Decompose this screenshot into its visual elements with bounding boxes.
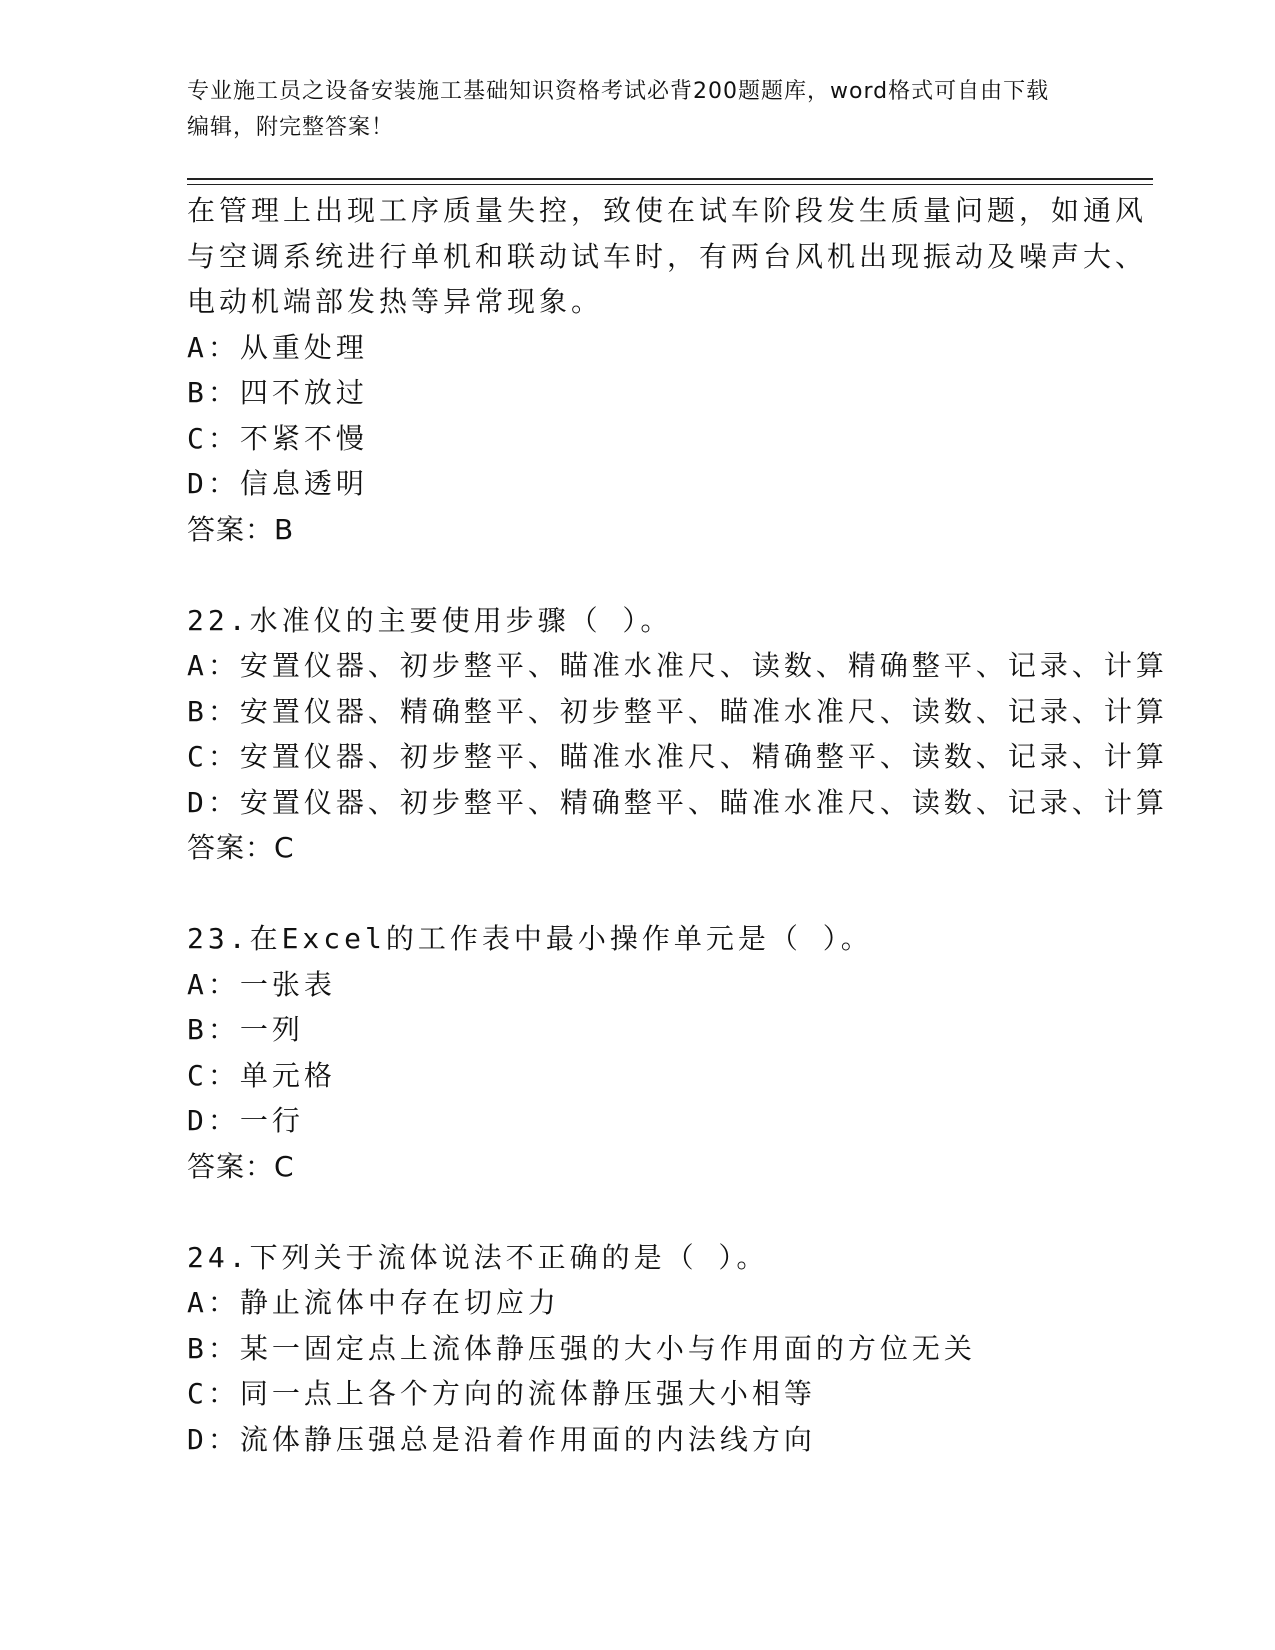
option-b: B：某一固定点上流体静压强的大小与作用面的方位无关: [187, 1331, 976, 1365]
question-22: [187, 598, 1168, 871]
question-stem-line: 电动机端部发热等异常现象。: [187, 285, 604, 318]
option-b: B：四不放过: [187, 376, 368, 409]
header-rule-thick: [187, 178, 1153, 180]
spacer: [187, 871, 1137, 917]
option-d: D：一行: [187, 1104, 304, 1137]
option-b: B：一列: [187, 1013, 304, 1046]
question-stem: 23.在Excel的工作表中最小操作单元是（ ）。: [187, 922, 873, 955]
question-stem: 24.下列关于流体说法不正确的是（ ）。: [187, 1240, 769, 1274]
question-list: [187, 188, 1168, 1462]
answer-label: 答案：C: [187, 831, 295, 864]
header-rule-thin: [187, 184, 1153, 185]
option-a: A：一张表: [187, 967, 336, 1001]
option-d: D：信息透明: [187, 467, 368, 500]
question-stem-line: 与空调系统进行单机和联动试车时，有两台风机出现振动及噪声大、: [187, 239, 1148, 273]
option-c: C：同一点上各个方向的流体静压强大小相等: [187, 1377, 816, 1410]
option-c: C：不紧不慢: [187, 421, 368, 455]
option-a: A：静止流体中存在切应力: [187, 1286, 560, 1319]
option-a: A：安置仪器、初步整平、瞄准水准尺、读数、精确整平、记录、计算: [187, 649, 1168, 682]
option-a: A：从重处理: [187, 330, 368, 364]
option-d: D：安置仪器、初步整平、精确整平、瞄准水准尺、读数、记录、计算: [187, 785, 1168, 819]
question-stem: 22.水准仪的主要使用步骤（ ）。: [187, 603, 673, 637]
question-stem-line: 在管理上出现工序质量失控，致使在试车阶段发生质量问题，如通风: [187, 194, 1148, 227]
question-23: [187, 916, 1137, 1189]
option-c: C：单元格: [187, 1058, 336, 1092]
question-24: [187, 1235, 1137, 1463]
answer-label: 答案：C: [187, 1149, 295, 1183]
option-c: C：安置仪器、初步整平、瞄准水准尺、精确整平、读数、记录、计算: [187, 740, 1168, 773]
option-b: B：安置仪器、精确整平、初步整平、瞄准水准尺、读数、记录、计算: [187, 694, 1168, 728]
option-d: D：流体静压强总是沿着作用面的内法线方向: [187, 1422, 816, 1456]
question-21: [187, 188, 1148, 552]
spacer: [187, 1189, 1137, 1235]
document-header: 专业施工员之设备安装施工基础知识资格考试必背200题题库，word格式可自由下载编辑，附完整答案！: [187, 79, 1050, 140]
answer-label: 答案：B: [187, 512, 295, 546]
spacer: [187, 552, 1137, 598]
